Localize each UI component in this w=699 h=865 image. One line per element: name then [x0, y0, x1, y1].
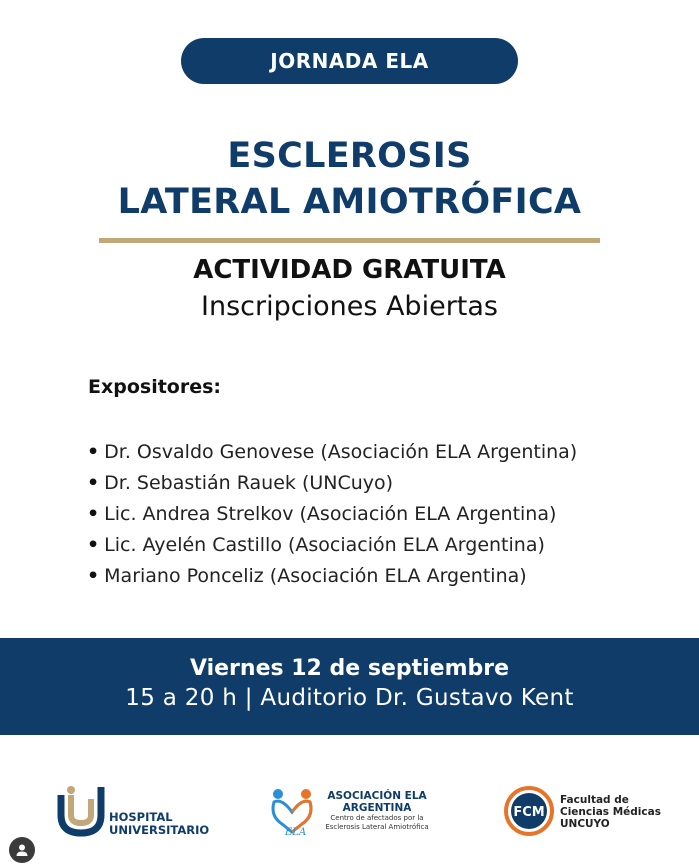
ela-name-line2: ARGENTINA: [342, 802, 412, 814]
bullet: •: [87, 441, 100, 463]
fcm-line2: Ciencias Médicas: [560, 806, 661, 818]
fcm-badge: FCM: [513, 805, 545, 820]
hospital-u-icon: [57, 785, 107, 840]
registration-label: Inscripciones Abiertas: [201, 291, 498, 322]
hospital-name-line2: UNIVERSITARIO: [109, 823, 210, 837]
bullet: •: [87, 565, 100, 587]
free-activity-label: ACTIVIDAD GRATUITA: [193, 255, 506, 285]
bullet: •: [87, 472, 100, 494]
hospital-name-line1: HOSPITAL: [109, 810, 173, 824]
fcm-circle-icon: [503, 785, 555, 837]
event-date: Viernes 12 de septiembre: [189, 656, 510, 681]
ela-mark: ELA: [285, 827, 307, 836]
speaker-item: [87, 530, 577, 561]
user-avatar-icon[interactable]: [9, 837, 35, 863]
asociacion-ela-logo: [268, 788, 438, 838]
person-icon: [15, 843, 29, 857]
hospital-universitario-logo: [57, 785, 217, 840]
speaker-item: [87, 561, 577, 592]
ela-hearts-icon: [268, 788, 316, 836]
gold-divider: [99, 238, 600, 243]
speakers-heading: Expositores:: [88, 376, 222, 398]
fcm-line1: Facultad de: [560, 794, 629, 806]
bullet: •: [87, 534, 100, 556]
event-time-place: 15 a 20 h | Auditorio Dr. Gustavo Kent: [125, 685, 574, 711]
speakers-list: [87, 437, 577, 592]
title-line-2: LATERAL AMIOTRÓFICA: [117, 182, 582, 222]
ela-subtitle-line1: Centro de afectados por la: [330, 814, 424, 822]
speaker-item: [87, 437, 577, 468]
speaker-item: [87, 499, 577, 530]
fcm-uncuyo-logo: [503, 785, 663, 840]
speaker-name: Dr. Sebastián Rauek (UNCuyo): [104, 472, 394, 494]
speaker-name: Lic. Ayelén Castillo (Asociación ELA Argentina): [104, 534, 545, 556]
speaker-item: [87, 468, 577, 499]
speaker-name: Dr. Osvaldo Genovese (Asociación ELA Argentina): [104, 441, 578, 463]
speaker-name: Lic. Andrea Strelkov (Asociación ELA Argentina): [104, 503, 557, 525]
speaker-name: Mariano Ponceliz (Asociación ELA Argentina): [104, 565, 527, 587]
bullet: •: [87, 503, 100, 525]
event-tag-label: JORNADA ELA: [270, 49, 429, 73]
event-info-band: [0, 638, 699, 735]
ela-subtitle-line2: Esclerosis Lateral Amiotrófica: [325, 823, 429, 831]
title-line-1: ESCLEROSIS: [227, 136, 472, 176]
ela-name-line1: ASOCIACIÓN ELA: [327, 790, 427, 802]
event-tag-pill: [181, 38, 518, 84]
fcm-line3: UNCUYO: [560, 818, 610, 830]
